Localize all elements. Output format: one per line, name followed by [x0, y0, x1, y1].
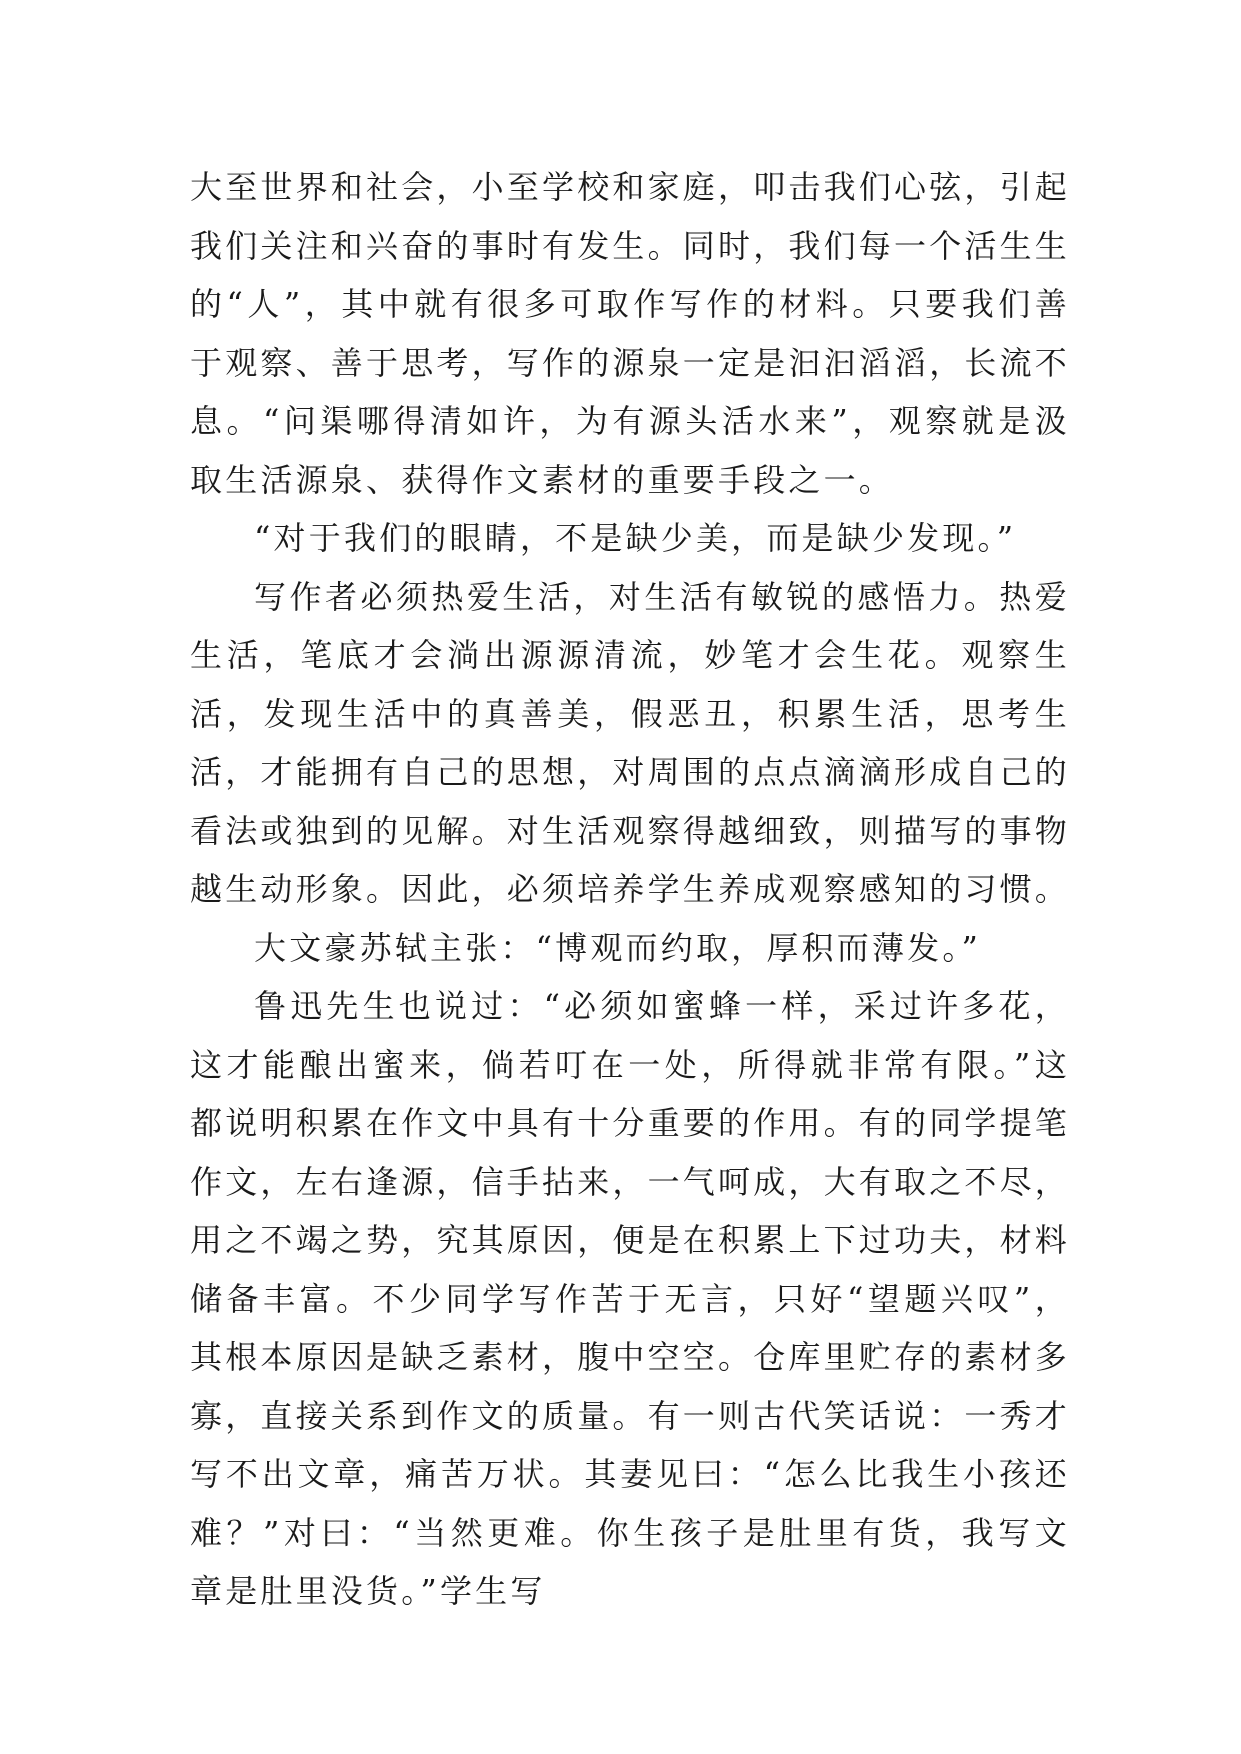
- paragraph-4: 大文豪苏轼主张：“博观而约取，厚积而薄发。”: [254, 928, 982, 967]
- paragraph-3: 写作者必须热爱生活，对生活有敏锐的感悟力。热爱生活，笔底才会淌出源源清流，妙笔才会生花。观察生活，发现生活中的真善美，假恶丑，积累生活，思考生活，才能拥有自己的思想，对周围的点点滴滴形成自己的看法或独到的见解。对生活观察得越细致，则描写的事物越生动形象。因此，必须培养学生养成观察感知的习惯。: [190, 577, 1071, 908]
- document-body: [190, 158, 1070, 1621]
- paragraph-2: “对于我们的眼睛，不是缺少美，而是缺少发现。”: [254, 519, 1017, 557]
- paragraph-5: 鲁迅先生也说过：“必须如蜜蜂一样，采过许多花，这才能酿出蜜来，倘若叮在一处，所得就非常有限。”这都说明积累在作文中具有十分重要的作用。有的同学提笔作文，左右逢源，信手拈来，一气呵成，大有取之不尽，用之不竭之势，究其原因，便是在积累上下过功夫，材料储备丰富。不少同学写作苦于无言，只好“望题兴叹”，其根本原因是缺乏素材，腹中空空。仓库里贮存的素材多寡，直接关系到作文的质量。有一则古代笑话说：一秀才写不出文章，痛苦万状。其妻见曰：“怎么比我生小孩还难？”对曰：“当然更难。你生孩子是肚里有货，我写文章是肚里没货。”学生写: [190, 987, 1071, 1610]
- paragraph-1: 大至世界和社会，小至学校和家庭，叩击我们心弦，引起我们关注和兴奋的事时有发生。同时，我们每一个活生生的“人”，其中就有很多可取作写作的材料。只要我们善于观察、善于思考，写作的源泉一定是汩汩滔滔，长流不息。“问渠哪得清如许，为有源头活水来”，观察就是汲取生活源泉、获得作文素材的重要手段之一。: [190, 168, 1071, 499]
